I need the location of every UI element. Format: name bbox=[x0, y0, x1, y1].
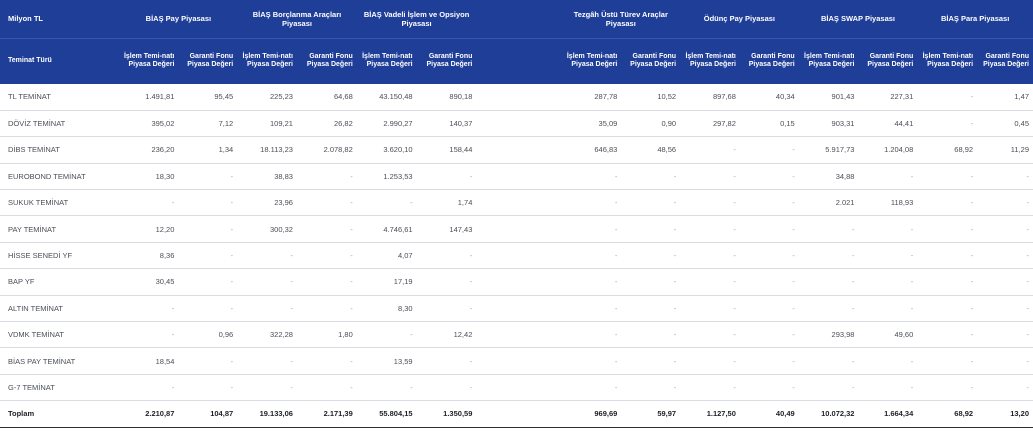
value-cell: - bbox=[740, 322, 799, 348]
sub-header-guarantee: Garanti Fonu Piyasa Değeri bbox=[621, 38, 680, 84]
value-cell: - bbox=[977, 216, 1033, 242]
value-cell: - bbox=[562, 269, 622, 295]
value-cell: - bbox=[917, 190, 977, 216]
value-cell: - bbox=[297, 163, 357, 189]
value-cell: - bbox=[237, 295, 297, 321]
market-header: Tezgâh Üstü Türev Araçlar Piyasası bbox=[562, 0, 681, 38]
table-row bbox=[0, 374, 1033, 400]
value-cell: - bbox=[858, 163, 917, 189]
value-cell: 12,42 bbox=[417, 322, 477, 348]
sub-header-collateral: İşlem Temi-natı Piyasa Değeri bbox=[562, 38, 622, 84]
value-cell: 4,07 bbox=[357, 242, 417, 268]
table-row bbox=[0, 322, 1033, 348]
value-cell: 40,49 bbox=[740, 401, 799, 427]
value-cell: - bbox=[178, 163, 237, 189]
value-cell: 95,45 bbox=[178, 84, 237, 110]
value-cell: - bbox=[977, 322, 1033, 348]
value-cell: 2.210,87 bbox=[120, 401, 179, 427]
value-cell: 1.664,34 bbox=[858, 401, 917, 427]
value-cell: - bbox=[297, 190, 357, 216]
value-cell: 236,20 bbox=[120, 137, 179, 163]
value-cell: - bbox=[562, 163, 622, 189]
value-cell: 969,69 bbox=[562, 401, 622, 427]
value-cell: - bbox=[680, 322, 740, 348]
value-cell: 5.917,73 bbox=[799, 137, 859, 163]
gap-cell bbox=[476, 163, 561, 189]
value-cell: 23,96 bbox=[237, 190, 297, 216]
value-cell: - bbox=[917, 348, 977, 374]
value-cell: - bbox=[562, 190, 622, 216]
value-cell: 13,20 bbox=[977, 401, 1033, 427]
value-cell: - bbox=[917, 110, 977, 136]
gap-cell bbox=[476, 322, 561, 348]
value-cell: 0,90 bbox=[621, 110, 680, 136]
value-cell: - bbox=[178, 348, 237, 374]
value-cell: 44,41 bbox=[858, 110, 917, 136]
value-cell: - bbox=[120, 322, 179, 348]
value-cell: 897,68 bbox=[680, 84, 740, 110]
value-cell: - bbox=[858, 269, 917, 295]
unit-label: Milyon TL bbox=[0, 0, 120, 38]
value-cell: - bbox=[858, 295, 917, 321]
value-cell: 43.150,48 bbox=[357, 84, 417, 110]
value-cell: - bbox=[740, 348, 799, 374]
value-cell: 68,92 bbox=[917, 401, 977, 427]
sub-header-guarantee: Garanti Fonu Piyasa Değeri bbox=[178, 38, 237, 84]
value-cell: 322,28 bbox=[237, 322, 297, 348]
value-cell: - bbox=[297, 269, 357, 295]
value-cell: 2.990,27 bbox=[357, 110, 417, 136]
value-cell: - bbox=[178, 374, 237, 400]
gap-cell bbox=[476, 84, 561, 110]
value-cell: - bbox=[621, 348, 680, 374]
value-cell: - bbox=[562, 348, 622, 374]
value-cell: - bbox=[917, 322, 977, 348]
sub-header-collateral: İşlem Temi-natı Piyasa Değeri bbox=[237, 38, 297, 84]
market-header: BİAŞ SWAP Piyasası bbox=[799, 0, 918, 38]
value-cell: 1.253,53 bbox=[357, 163, 417, 189]
value-cell: 26,82 bbox=[297, 110, 357, 136]
value-cell: 104,87 bbox=[178, 401, 237, 427]
value-cell: - bbox=[799, 269, 859, 295]
value-cell: 0,45 bbox=[977, 110, 1033, 136]
value-cell: - bbox=[858, 216, 917, 242]
value-cell: 1,74 bbox=[417, 190, 477, 216]
value-cell: - bbox=[357, 322, 417, 348]
value-cell: - bbox=[178, 269, 237, 295]
value-cell: - bbox=[799, 242, 859, 268]
value-cell: 1,80 bbox=[297, 322, 357, 348]
value-cell: 890,18 bbox=[417, 84, 477, 110]
value-cell: - bbox=[178, 216, 237, 242]
value-cell: - bbox=[178, 190, 237, 216]
value-cell: - bbox=[680, 348, 740, 374]
value-cell: 1,47 bbox=[977, 84, 1033, 110]
header-spacer bbox=[476, 38, 561, 84]
sub-header-guarantee: Garanti Fonu Piyasa Değeri bbox=[858, 38, 917, 84]
value-cell: - bbox=[621, 295, 680, 321]
value-cell: - bbox=[120, 190, 179, 216]
value-cell: - bbox=[297, 295, 357, 321]
table-row bbox=[0, 242, 1033, 268]
value-cell: - bbox=[297, 374, 357, 400]
value-cell: - bbox=[621, 163, 680, 189]
row-label: SUKUK TEMİNAT bbox=[0, 190, 120, 216]
value-cell: 297,82 bbox=[680, 110, 740, 136]
table-row bbox=[0, 190, 1033, 216]
row-label: DİBS TEMİNAT bbox=[0, 137, 120, 163]
value-cell: 18.113,23 bbox=[237, 137, 297, 163]
value-cell: - bbox=[417, 348, 477, 374]
row-label: TL TEMİNAT bbox=[0, 84, 120, 110]
market-header-row bbox=[0, 0, 1033, 38]
value-cell: 17,19 bbox=[357, 269, 417, 295]
sub-header-row bbox=[0, 38, 1033, 84]
value-cell: 109,21 bbox=[237, 110, 297, 136]
value-cell: - bbox=[178, 242, 237, 268]
value-cell: 287,78 bbox=[562, 84, 622, 110]
value-cell: 118,93 bbox=[858, 190, 917, 216]
sub-header-guarantee: Garanti Fonu Piyasa Değeri bbox=[297, 38, 357, 84]
value-cell: - bbox=[562, 216, 622, 242]
value-cell: - bbox=[977, 190, 1033, 216]
value-cell: 55.804,15 bbox=[357, 401, 417, 427]
table-row bbox=[0, 348, 1033, 374]
table-body bbox=[0, 84, 1033, 427]
value-cell: 34,88 bbox=[799, 163, 859, 189]
gap-cell bbox=[476, 242, 561, 268]
row-label: DÖVİZ TEMİNAT bbox=[0, 110, 120, 136]
value-cell: 2.021 bbox=[799, 190, 859, 216]
gap-cell bbox=[476, 137, 561, 163]
value-cell: - bbox=[297, 242, 357, 268]
sub-header-guarantee: Garanti Fonu Piyasa Değeri bbox=[417, 38, 477, 84]
value-cell: 8,36 bbox=[120, 242, 179, 268]
table-row bbox=[0, 84, 1033, 110]
value-cell: 158,44 bbox=[417, 137, 477, 163]
value-cell: 2.078,82 bbox=[297, 137, 357, 163]
value-cell: 64,68 bbox=[297, 84, 357, 110]
sub-header-guarantee: Garanti Fonu Piyasa Değeri bbox=[977, 38, 1033, 84]
value-cell: 646,83 bbox=[562, 137, 622, 163]
value-cell: 13,59 bbox=[357, 348, 417, 374]
table-row bbox=[0, 110, 1033, 136]
sub-header-collateral: İşlem Temi-natı Piyasa Değeri bbox=[120, 38, 179, 84]
value-cell: - bbox=[562, 295, 622, 321]
table-row bbox=[0, 216, 1033, 242]
gap-cell bbox=[476, 110, 561, 136]
row-label: VDMK TEMİNAT bbox=[0, 322, 120, 348]
value-cell: 49,60 bbox=[858, 322, 917, 348]
value-cell: 2.171,39 bbox=[297, 401, 357, 427]
market-header: BİAŞ Pay Piyasası bbox=[120, 0, 238, 38]
row-header: Teminat Türü bbox=[0, 38, 120, 84]
value-cell: - bbox=[858, 374, 917, 400]
value-cell: - bbox=[799, 216, 859, 242]
value-cell: - bbox=[621, 269, 680, 295]
value-cell: - bbox=[237, 269, 297, 295]
value-cell: - bbox=[417, 269, 477, 295]
value-cell: - bbox=[621, 374, 680, 400]
value-cell: - bbox=[680, 242, 740, 268]
value-cell: 4.746,61 bbox=[357, 216, 417, 242]
value-cell: - bbox=[621, 242, 680, 268]
value-cell: 11,29 bbox=[977, 137, 1033, 163]
table-row bbox=[0, 295, 1033, 321]
value-cell: - bbox=[417, 163, 477, 189]
value-cell: 227,31 bbox=[858, 84, 917, 110]
value-cell: - bbox=[680, 190, 740, 216]
value-cell: 901,43 bbox=[799, 84, 859, 110]
value-cell: 1.491,81 bbox=[120, 84, 179, 110]
value-cell: 293,98 bbox=[799, 322, 859, 348]
value-cell: 0,15 bbox=[740, 110, 799, 136]
value-cell: 19.133,06 bbox=[237, 401, 297, 427]
row-label: HİSSE SENEDİ YF bbox=[0, 242, 120, 268]
market-header: BİAŞ Vadeli İşlem ve Opsiyon Piyasası bbox=[357, 0, 477, 38]
value-cell: - bbox=[917, 295, 977, 321]
value-cell: 140,37 bbox=[417, 110, 477, 136]
value-cell: - bbox=[977, 295, 1033, 321]
value-cell: - bbox=[740, 216, 799, 242]
value-cell: 0,96 bbox=[178, 322, 237, 348]
value-cell: 40,34 bbox=[740, 84, 799, 110]
value-cell: - bbox=[357, 374, 417, 400]
row-label: BAP YF bbox=[0, 269, 120, 295]
value-cell: - bbox=[357, 190, 417, 216]
value-cell: 10.072,32 bbox=[799, 401, 859, 427]
table-row bbox=[0, 163, 1033, 189]
value-cell: 147,43 bbox=[417, 216, 477, 242]
gap-cell bbox=[476, 216, 561, 242]
value-cell: - bbox=[858, 242, 917, 268]
value-cell: 10,52 bbox=[621, 84, 680, 110]
value-cell: - bbox=[740, 295, 799, 321]
value-cell: - bbox=[621, 322, 680, 348]
market-header: Ödünç Pay Piyasası bbox=[680, 0, 799, 38]
value-cell: - bbox=[977, 242, 1033, 268]
value-cell: 30,45 bbox=[120, 269, 179, 295]
value-cell: - bbox=[917, 163, 977, 189]
value-cell: - bbox=[178, 295, 237, 321]
value-cell: - bbox=[740, 190, 799, 216]
gap-cell bbox=[476, 190, 561, 216]
value-cell: - bbox=[740, 242, 799, 268]
value-cell: - bbox=[977, 348, 1033, 374]
value-cell: 300,32 bbox=[237, 216, 297, 242]
value-cell: 1.204,08 bbox=[858, 137, 917, 163]
row-label: G-7 TEMİNAT bbox=[0, 374, 120, 400]
value-cell: - bbox=[621, 190, 680, 216]
gap-cell bbox=[476, 374, 561, 400]
value-cell: 18,54 bbox=[120, 348, 179, 374]
gap-cell bbox=[476, 295, 561, 321]
value-cell: 12,20 bbox=[120, 216, 179, 242]
value-cell: - bbox=[917, 84, 977, 110]
value-cell: - bbox=[680, 216, 740, 242]
value-cell: 1.127,50 bbox=[680, 401, 740, 427]
value-cell: - bbox=[562, 374, 622, 400]
row-label: PAY TEMİNAT bbox=[0, 216, 120, 242]
table-row bbox=[0, 137, 1033, 163]
total-row bbox=[0, 401, 1033, 427]
value-cell: - bbox=[621, 216, 680, 242]
value-cell: 7,12 bbox=[178, 110, 237, 136]
value-cell: - bbox=[917, 374, 977, 400]
value-cell: 395,02 bbox=[120, 110, 179, 136]
sub-header-guarantee: Garanti Fonu Piyasa Değeri bbox=[740, 38, 799, 84]
gap-cell bbox=[476, 401, 561, 427]
market-header: BİAŞ Para Piyasası bbox=[917, 0, 1033, 38]
value-cell: 38,83 bbox=[237, 163, 297, 189]
value-cell: 68,92 bbox=[917, 137, 977, 163]
value-cell: - bbox=[977, 374, 1033, 400]
value-cell: - bbox=[740, 269, 799, 295]
value-cell: - bbox=[799, 348, 859, 374]
sub-header-collateral: İşlem Temi-natı Piyasa Değeri bbox=[799, 38, 859, 84]
value-cell: - bbox=[417, 295, 477, 321]
value-cell: - bbox=[917, 216, 977, 242]
value-cell: 903,31 bbox=[799, 110, 859, 136]
value-cell: 3.620,10 bbox=[357, 137, 417, 163]
value-cell: - bbox=[297, 216, 357, 242]
gap-cell bbox=[476, 269, 561, 295]
value-cell: - bbox=[799, 295, 859, 321]
total-label: Toplam bbox=[0, 401, 120, 427]
row-label: EUROBOND TEMİNAT bbox=[0, 163, 120, 189]
header-spacer bbox=[476, 0, 561, 38]
value-cell: 1,34 bbox=[178, 137, 237, 163]
value-cell: - bbox=[680, 163, 740, 189]
value-cell: 18,30 bbox=[120, 163, 179, 189]
value-cell: 1.350,59 bbox=[417, 401, 477, 427]
value-cell: - bbox=[740, 374, 799, 400]
value-cell: 8,30 bbox=[357, 295, 417, 321]
gap-cell bbox=[476, 348, 561, 374]
value-cell: - bbox=[858, 348, 917, 374]
value-cell: - bbox=[917, 269, 977, 295]
value-cell: - bbox=[237, 348, 297, 374]
value-cell: - bbox=[417, 374, 477, 400]
value-cell: - bbox=[237, 374, 297, 400]
value-cell: - bbox=[680, 269, 740, 295]
value-cell: - bbox=[120, 295, 179, 321]
value-cell: - bbox=[562, 242, 622, 268]
table-row bbox=[0, 269, 1033, 295]
sub-header-collateral: İşlem Temi-natı Piyasa Değeri bbox=[357, 38, 417, 84]
value-cell: - bbox=[417, 242, 477, 268]
value-cell: - bbox=[917, 242, 977, 268]
row-label: ALTIN TEMİNAT bbox=[0, 295, 120, 321]
sub-header-collateral: İşlem Temi-natı Piyasa Değeri bbox=[917, 38, 977, 84]
value-cell: - bbox=[740, 163, 799, 189]
value-cell: - bbox=[977, 163, 1033, 189]
value-cell: 35,09 bbox=[562, 110, 622, 136]
value-cell: - bbox=[120, 374, 179, 400]
row-label: BİAS PAY TEMİNAT bbox=[0, 348, 120, 374]
value-cell: - bbox=[562, 322, 622, 348]
value-cell: - bbox=[297, 348, 357, 374]
sub-header-collateral: İşlem Temi-natı Piyasa Değeri bbox=[680, 38, 740, 84]
value-cell: - bbox=[799, 374, 859, 400]
value-cell: - bbox=[977, 269, 1033, 295]
value-cell: 59,97 bbox=[621, 401, 680, 427]
market-header: BİAŞ Borçlanma Araçları Piyasası bbox=[237, 0, 357, 38]
value-cell: - bbox=[740, 137, 799, 163]
value-cell: - bbox=[680, 137, 740, 163]
value-cell: - bbox=[680, 295, 740, 321]
value-cell: 225,23 bbox=[237, 84, 297, 110]
value-cell: - bbox=[237, 242, 297, 268]
value-cell: 48,56 bbox=[621, 137, 680, 163]
value-cell: - bbox=[680, 374, 740, 400]
